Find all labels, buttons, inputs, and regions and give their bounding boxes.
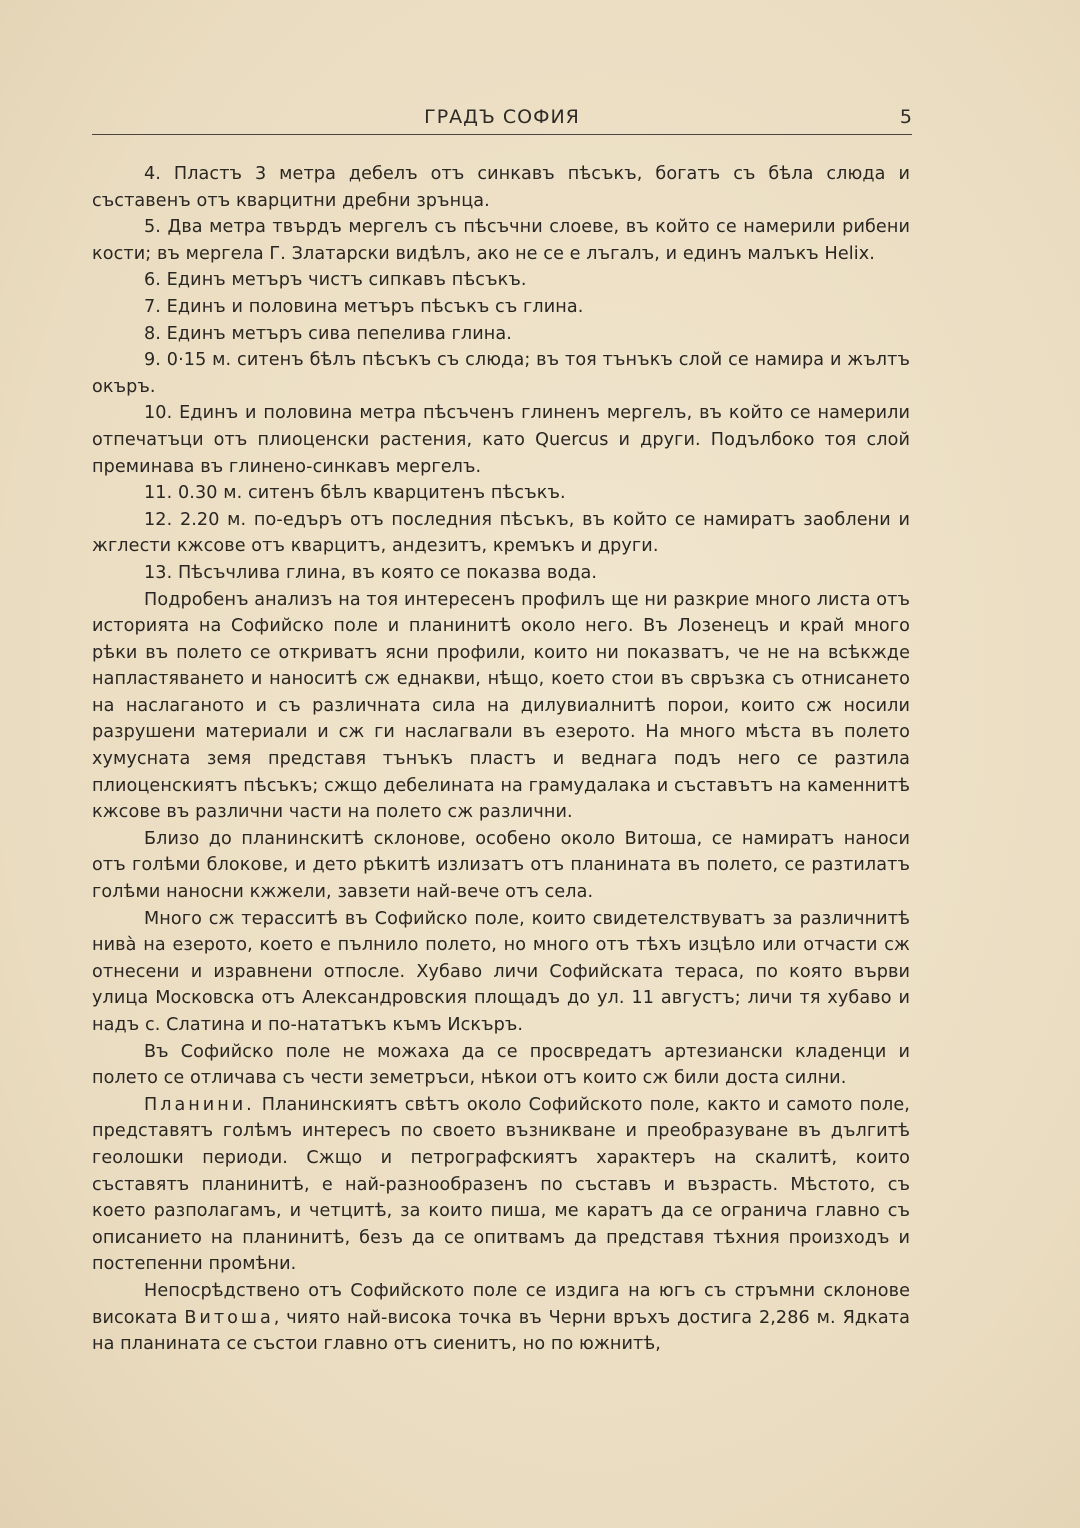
paragraph-layer-10: 10. Единъ и половина метра пѣсъченъ глиненъ мергелъ, въ който се намерили отпечатъци отъ плиоценски растения, като Quercus и други. Подълбоко тоя слой преминава въ глинено-синкавъ мергелъ. xyxy=(92,403,910,477)
paragraph-layer-11: 11. 0.30 м. ситенъ бѣлъ кварцитенъ пѣсъкъ. xyxy=(144,483,566,504)
paragraph-terraces: Много сж терасситѣ въ Софийско поле, които свидетелствуватъ за различнитѣ нивà на езерото, което е пълнило полето, но много отъ тѣхъ изцѣло или отчасти сж отнесени и изравнени отпосле. Хубаво личи Софийската тераса, по която върви улица Московска отъ Александровския площадъ до ул. 11 августъ; личи тя хубаво и надъ с. Слатина и по-нататъкъ къмъ Искъръ. xyxy=(92,908,910,1035)
page-number: 5 xyxy=(899,106,912,128)
header-title: ГРАДЪ СОФИЯ xyxy=(424,106,580,128)
vitosha-text-before: Непосрѣдствено отъ Софийското поле се издига на югъ съ стръмни склонове високата xyxy=(92,1280,910,1328)
paragraph-layer-5: 5. Два метра твърдъ мергелъ съ пѣсъчни слоеве, въ който се намерили рибени кости; въ мергела Г. Златарски видѣлъ, ако не се е лъгалъ, и единъ малъкъ Helix. xyxy=(92,217,910,264)
vitosha-name: Витоша xyxy=(184,1307,274,1328)
running-header xyxy=(92,104,912,135)
paragraph-layer-6: 6. Единъ метъръ чистъ сипкавъ пѣсъкъ. xyxy=(144,270,527,291)
paragraph-wells: Въ Софийско поле не можаха да се просвредатъ артезиански кладенци и полето се отличава съ чести земетръси, нѣкои отъ които сж били доста силни. xyxy=(92,1041,910,1089)
vitosha-text-after: , чиято най-висока точка въ Черни връхъ достига 2,286 м. Ядката на планината се състои главно отъ сиенитъ, но по южнитѣ, xyxy=(92,1307,910,1355)
section-heading-mountains: Планини. xyxy=(144,1094,255,1115)
mountains-text: Планинскиятъ свѣтъ около Софийското поле, както и самото поле, представятъ голѣмъ интересъ по своето възникване и преобразуване въ дългитѣ геолошки периоди. Сжщо и петрографскиятъ характеръ на скалитѣ, които съставятъ планинитѣ, е най-разнообразенъ по съставъ и възрасть. Мѣстото, съ което разполагамъ, и четцитѣ, за които пиша, ме каратъ да се огранича главно съ описанието на планинитѣ, безъ да се опитвамъ да представя тѣхния произходъ и постепенни промѣни. xyxy=(92,1094,910,1275)
paragraph-profile-analysis: Подробенъ анализъ на тоя интересенъ профилъ ще ни разкрие много листа отъ историята на Софийско поле и планинитѣ около него. Въ Лозенецъ и край много рѣки въ полето се откриватъ ясни профили, които ни показватъ, че не на всѣкжде напластяването и наноситѣ сж еднакви, нѣщо, което стои въ свръзка съ отнисането на наслаганото и съ различната сила на дилувиалнитѣ порои, които сж носили разрушени материали и сж ги наслагвали въ езерото. На много мѣста въ полето хумусната земя представя тънъкъ пластъ и веднага подъ него се разтила плиоценскиятъ пѣсъкъ; сжщо дебелината на грамудалака и съставътъ на каменнитѣ кжсове въ различни части на полето сж различни. xyxy=(92,589,911,823)
paragraph-mountains xyxy=(92,1092,910,1278)
paragraph-layer-9: 9. 0·15 м. ситенъ бѣлъ пѣсъкъ съ слюда; въ тоя тънъкъ слой се намира и жълтъ окъръ. xyxy=(92,350,910,397)
paragraph-vitosha xyxy=(92,1278,910,1358)
paragraph-layer-4: 4. Пластъ 3 метра дебелъ отъ синкавъ пѣсъкъ, богатъ съ бѣла слюда и съставенъ отъ кварцитни дребни зрънца. xyxy=(92,164,910,211)
paragraph-layer-12: 12. 2.20 м. по-едъръ отъ последния пѣсъкъ, въ който се намиратъ заоблени и жглести кжсове отъ кварцитъ, андезитъ, кремъкъ и други. xyxy=(92,509,910,557)
body-text xyxy=(92,161,910,1358)
paragraph-layer-7: 7. Единъ и половина метъръ пѣсъкъ съ глина. xyxy=(144,296,584,317)
paragraph-layer-8: 8. Единъ метъръ сива пепелива глина. xyxy=(144,323,512,344)
paragraph-slopes: Близо до планинскитѣ склонове, особено около Витоша, се намиратъ наноси отъ голѣми блокове, и дето рѣкитѣ излизатъ отъ планината въ полето, се разтилатъ голѣми наносни кжжели, завзети най-вече отъ села. xyxy=(92,828,910,903)
paragraph-layer-13: 13. Пѣсъчлива глина, въ която се показва вода. xyxy=(144,562,598,583)
